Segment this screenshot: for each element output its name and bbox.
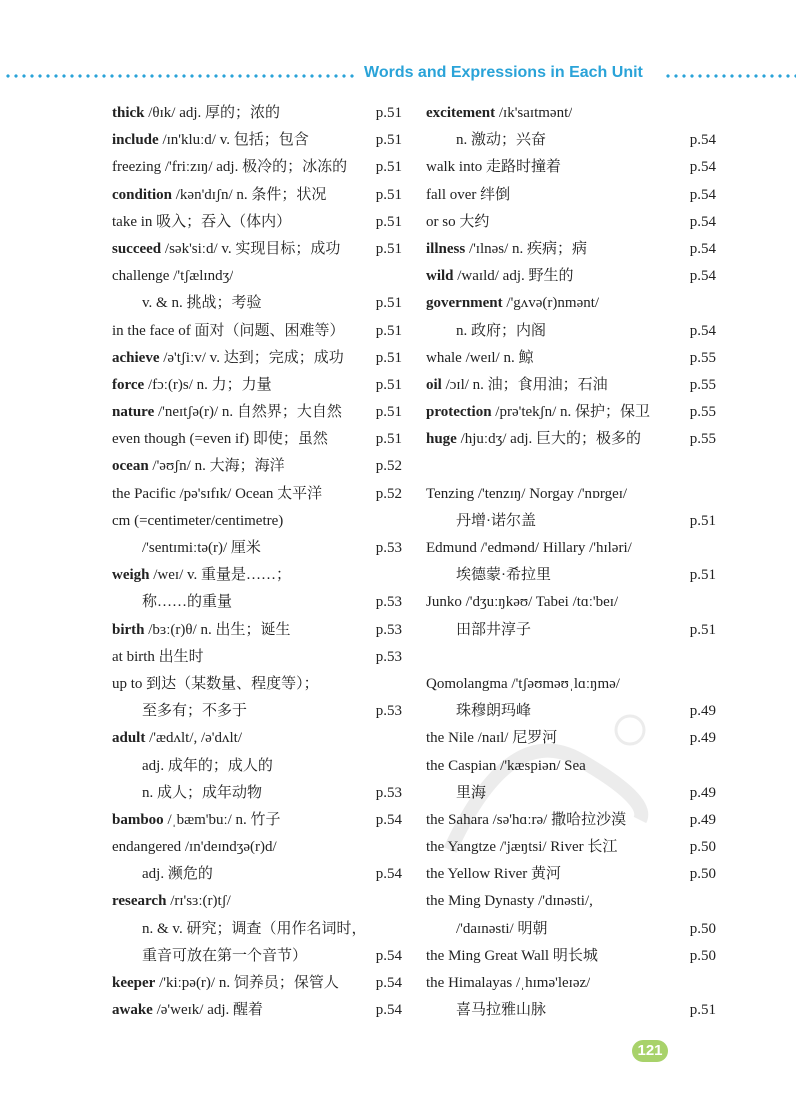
vocab-text (112, 916, 366, 943)
definition: /'əʊʃn/ n. 大海；海洋 (148, 458, 285, 475)
dotted-rule-right (664, 74, 796, 78)
definition: /bɜː(r)θ/ n. 出生；诞生 (144, 621, 291, 638)
page-ref: p.51 (375, 349, 402, 366)
definition: the Pacific /pə'sɪfɪk/ Ocean 太平洋 (112, 485, 323, 502)
headword: include (112, 132, 159, 149)
vocab-text (426, 263, 574, 290)
page-ref: p.54 (375, 1002, 402, 1019)
vocab-entry (112, 671, 402, 698)
page-ref: p.51 (375, 132, 402, 149)
page-ref: p.51 (375, 186, 402, 203)
page-ref: p.54 (689, 268, 716, 285)
vocab-entry (426, 535, 716, 562)
definition: n. & v. 研究；调查（用作名词时， (142, 920, 367, 937)
headword: illness (426, 240, 466, 257)
headword: wild (426, 268, 454, 285)
vocab-entry (426, 834, 716, 861)
vocab-entry (426, 345, 716, 372)
vocab-text (426, 127, 546, 154)
vocab-text (426, 318, 546, 345)
vocab-entry (426, 372, 716, 399)
definition: /rɪ'sɜː(r)tʃ/ (166, 893, 231, 910)
vocab-entry (426, 617, 716, 644)
vocab-text (112, 562, 291, 589)
page-ref: p.50 (689, 866, 716, 883)
definition: /'kiːpə(r)/ n. 饲养员；保管人 (155, 975, 339, 991)
page-ref: p.51 (689, 621, 716, 638)
page-ref: p.49 (689, 784, 716, 801)
vocab-text (112, 888, 231, 915)
page-ref: p.55 (689, 376, 716, 393)
page-ref: p.54 (689, 240, 716, 257)
vocab-entry (426, 318, 716, 345)
page-ref: p.52 (375, 458, 402, 475)
vocab-text (426, 671, 620, 698)
vocab-text (112, 127, 309, 154)
vocab-text (112, 535, 261, 562)
vocab-text (426, 834, 617, 861)
headword: succeed (112, 240, 162, 257)
vocab-entry (112, 780, 402, 807)
vocab-entry (426, 263, 716, 290)
definition: 丹增·诺尔盖 (456, 512, 536, 529)
vocab-text (426, 535, 632, 562)
definition: /ɪn'kluːd/ v. 包括；包含 (158, 132, 309, 149)
headword: awake (112, 1002, 153, 1019)
headword: government (426, 295, 503, 312)
page-ref: p.50 (689, 839, 716, 856)
definition: the Sahara /sə'hɑːrə/ 撒哈拉沙漠 (426, 811, 627, 828)
vocab-entry (112, 834, 402, 861)
definition: adj. 成年的；成人的 (142, 757, 273, 774)
vocab-entry (112, 807, 402, 834)
page-ref: p.51 (375, 404, 402, 421)
definition: Junko /'dʒuːŋkəʊ/ Tabei /tɑː'beɪ/ (426, 594, 619, 611)
definition: 至多有；不多于 (142, 703, 248, 720)
headword: adult (112, 730, 146, 747)
definition: /ˌbæm'buː/ n. 竹子 (163, 811, 281, 828)
vocab-text (426, 345, 533, 372)
vocab-entry (112, 888, 402, 915)
definition: take in 吸入；吞入（体内） (112, 213, 292, 230)
vocab-entry (112, 997, 402, 1024)
vocab-gap (426, 453, 716, 480)
section-header (0, 64, 800, 88)
page-ref: p.54 (689, 132, 716, 149)
vocab-text (112, 290, 261, 317)
vocab-text (426, 807, 626, 834)
vocab-text (426, 481, 627, 508)
vocab-entry (426, 399, 716, 426)
vocab-entry (426, 182, 716, 209)
vocab-entry (426, 970, 716, 997)
definition: the Yellow River 黄河 (426, 866, 562, 883)
vocab-entry (426, 807, 716, 834)
vocab-text (112, 617, 291, 644)
definition: /hjuːdʒ/ adj. 巨大的；极多的 (456, 431, 641, 448)
vocab-entry (112, 535, 402, 562)
page-ref: p.54 (375, 947, 402, 964)
vocab-entry (426, 780, 716, 807)
vocab-text (112, 943, 307, 970)
page-ref: p.54 (375, 975, 402, 991)
definition: 田部井淳子 (456, 621, 532, 638)
vocab-text (426, 589, 618, 616)
page-ref: p.53 (375, 594, 402, 611)
page-ref: p.55 (689, 349, 716, 366)
definition: /'ædʌlt/, /ə'dʌlt/ (145, 730, 243, 747)
definition: the Yangtze /'jæŋtsi/ River 长江 (426, 839, 618, 856)
vocab-entry (112, 562, 402, 589)
definition: /'daɪnəsti/ 明朝 (456, 920, 548, 937)
vocab-entry (112, 399, 402, 426)
page-ref: p.51 (375, 431, 402, 448)
vocab-text (426, 399, 650, 426)
vocab-text (426, 154, 561, 181)
vocab-entry (112, 698, 402, 725)
headword: nature (112, 404, 155, 421)
vocab-text (112, 318, 344, 345)
dotted-rule-left (4, 74, 358, 78)
vocab-text (112, 372, 272, 399)
definition: the Himalayas /ˌhɪmə'leɪəz/ (426, 975, 591, 991)
vocab-entry (112, 290, 402, 317)
definition: Tenzing /'tenzɪŋ/ Norgay /'nɒrgeɪ/ (426, 485, 628, 502)
definition: 里海 (456, 784, 487, 801)
vocab-text (426, 753, 586, 780)
vocab-text (112, 508, 283, 535)
headword: force (112, 376, 145, 393)
vocab-text (112, 780, 262, 807)
definition: whale /weɪl/ n. 鲸 (426, 349, 534, 366)
vocab-entry (112, 127, 402, 154)
definition: /ɪk'saɪtmənt/ (495, 105, 573, 121)
definition: endangered /ɪn'deɪndʒə(r)d/ (112, 839, 277, 856)
vocab-text (426, 916, 547, 943)
vocab-text (426, 100, 572, 127)
vocab-entry (112, 154, 402, 181)
vocab-column-right (426, 100, 716, 1024)
headword: excitement (426, 105, 496, 121)
headword: protection (426, 404, 492, 421)
definition: or so 大约 (426, 213, 490, 230)
vocab-text (112, 725, 242, 752)
definition: challenge /'tʃælɪndʒ/ (112, 268, 234, 285)
vocab-text (112, 209, 291, 236)
vocab-entry (426, 753, 716, 780)
vocab-text (112, 861, 213, 888)
definition: /'ɪlnəs/ n. 疾病；病 (465, 240, 588, 257)
headword: oil (426, 376, 442, 393)
definition: the Ming Dynasty /'dɪnəsti/, (426, 893, 593, 910)
vocab-entry (426, 100, 716, 127)
vocab-entry (112, 916, 402, 943)
definition: adj. 濒危的 (142, 866, 213, 883)
vocab-entry (426, 589, 716, 616)
vocab-text (112, 345, 344, 372)
definition: /ɔɪl/ n. 油；食用油；石油 (441, 376, 608, 393)
headword: thick (112, 105, 145, 121)
headword: achieve (112, 349, 160, 366)
vocab-text (112, 753, 273, 780)
vocab-entry (112, 753, 402, 780)
headword: keeper (112, 975, 156, 991)
page-ref: p.49 (689, 703, 716, 720)
definition: in the face of 面对（问题、困难等） (112, 322, 345, 339)
headword: research (112, 893, 167, 910)
definition: /ə'tʃiːv/ v. 达到；完成；成功 (159, 349, 344, 366)
vocab-entry (112, 644, 402, 671)
definition: /kən'dɪʃn/ n. 条件；状况 (172, 186, 327, 203)
definition: /'gʌvə(r)nmənt/ (502, 295, 600, 312)
vocab-text (426, 970, 590, 997)
definition: /θɪk/ adj. 厚的；浓的 (144, 105, 281, 121)
vocab-entry (426, 671, 716, 698)
headword: weigh (112, 567, 150, 584)
page-ref: p.53 (375, 540, 402, 556)
vocab-entry (426, 562, 716, 589)
definition: 喜马拉雅山脉 (456, 1002, 547, 1019)
page-ref: p.53 (375, 648, 402, 665)
definition: /waɪld/ adj. 野生的 (453, 268, 574, 285)
vocab-entry (426, 508, 716, 535)
vocab-entry (112, 263, 402, 290)
definition: /'sentɪmiːtə(r)/ 厘米 (142, 540, 261, 556)
vocab-entry (112, 943, 402, 970)
vocab-entry (112, 318, 402, 345)
definition: Qomolangma /'tʃəʊməʊˌlɑːŋmə/ (426, 675, 620, 692)
definition: even though (=even if) 即使；虽然 (112, 431, 328, 448)
page-ref: p.51 (375, 159, 402, 176)
page-ref: p.54 (689, 186, 716, 203)
vocab-text (426, 236, 587, 263)
page-ref: p.53 (375, 784, 402, 801)
vocab-text (112, 453, 285, 480)
page-ref: p.49 (689, 811, 716, 828)
definition: /sək'siːd/ v. 实现目标；成功 (161, 240, 341, 257)
vocab-text (112, 807, 281, 834)
definition: Edmund /'edmənd/ Hillary /'hɪləri/ (426, 540, 632, 556)
page-ref: p.50 (689, 947, 716, 964)
page-ref: p.54 (375, 866, 402, 883)
definition: 埃德蒙·希拉里 (456, 567, 551, 584)
page-ref: p.51 (689, 567, 716, 584)
definition: n. 成人；成年动物 (142, 784, 263, 801)
vocab-text (426, 698, 531, 725)
definition: v. & n. 挑战；考验 (142, 295, 262, 312)
vocab-entry (426, 916, 716, 943)
vocab-entry (426, 861, 716, 888)
definition: freezing /'friːzɪŋ/ adj. 极冷的；冰冻的 (112, 159, 348, 176)
vocab-text (112, 426, 328, 453)
definition: /fɔː(r)s/ n. 力；力量 (144, 376, 272, 393)
vocab-entry (112, 861, 402, 888)
vocab-text (112, 589, 232, 616)
vocab-entry (426, 725, 716, 752)
vocab-text (426, 372, 608, 399)
definition: n. 政府；内阁 (456, 322, 547, 339)
page-ref: p.51 (375, 105, 402, 121)
page-number: 121 (632, 1040, 668, 1062)
page-ref: p.50 (689, 920, 716, 937)
vocab-gap (426, 644, 716, 671)
vocab-text (112, 100, 280, 127)
vocab-entry (426, 154, 716, 181)
vocab-column-left (112, 100, 402, 1024)
page-ref: p.51 (689, 512, 716, 529)
vocab-entry (112, 372, 402, 399)
headword: bamboo (112, 811, 164, 828)
definition: the Nile /naɪl/ 尼罗河 (426, 730, 558, 747)
page-ref: p.49 (689, 730, 716, 747)
vocab-entry (426, 888, 716, 915)
vocab-text (112, 481, 322, 508)
vocab-entry (112, 236, 402, 263)
page-ref: p.54 (375, 811, 402, 828)
page-ref: p.54 (689, 322, 716, 339)
vocab-entry (112, 345, 402, 372)
vocab-text (112, 263, 233, 290)
vocab-entry (112, 209, 402, 236)
vocab-text (112, 644, 204, 671)
definition: n. 激动；兴奋 (456, 132, 547, 149)
definition: up to 到达（某数量、程度等）； (112, 675, 319, 692)
vocab-text (426, 426, 641, 453)
page-ref: p.53 (375, 703, 402, 720)
definition: the Caspian /'kæspiən/ Sea (426, 757, 586, 774)
page-ref: p.52 (375, 485, 402, 502)
vocab-text (426, 209, 489, 236)
vocab-entry (112, 508, 402, 535)
vocab-entry (112, 725, 402, 752)
vocab-entry (112, 481, 402, 508)
vocab-entry (426, 290, 716, 317)
vocab-entry (426, 209, 716, 236)
definition: walk into 走路时撞着 (426, 159, 561, 176)
vocab-text (426, 997, 546, 1024)
vocab-entry (426, 236, 716, 263)
page-ref: p.54 (689, 213, 716, 230)
vocab-text (426, 508, 536, 535)
page-ref: p.51 (375, 295, 402, 312)
definition: 珠穆朗玛峰 (456, 703, 532, 720)
definition: /'neɪtʃə(r)/ n. 自然界；大自然 (154, 404, 342, 421)
vocab-text (426, 617, 531, 644)
vocab-text (112, 834, 277, 861)
vocab-entry (426, 481, 716, 508)
definition: fall over 绊倒 (426, 186, 511, 203)
vocab-text (426, 943, 598, 970)
vocab-text (426, 888, 593, 915)
vocab-entry (112, 426, 402, 453)
page-ref: p.55 (689, 404, 716, 421)
vocab-entry (426, 997, 716, 1024)
page-ref: p.51 (689, 1002, 716, 1019)
vocab-entry (112, 100, 402, 127)
headword: ocean (112, 458, 149, 475)
vocab-entry (426, 943, 716, 970)
vocab-text (112, 154, 347, 181)
page-ref: p.51 (375, 240, 402, 257)
page-ref: p.51 (375, 213, 402, 230)
definition: 重音可放在第一个音节） (142, 947, 308, 964)
vocab-text (426, 182, 510, 209)
vocab-entry (112, 182, 402, 209)
definition: at birth 出生时 (112, 648, 204, 665)
page-ref: p.55 (689, 431, 716, 448)
page-ref: p.54 (689, 159, 716, 176)
headword: condition (112, 186, 173, 203)
vocab-entry (426, 426, 716, 453)
definition: cm (=centimeter/centimetre) (112, 512, 284, 529)
section-title: Words and Expressions in Each Unit (364, 64, 643, 81)
vocab-text (112, 236, 340, 263)
vocab-text (426, 290, 599, 317)
vocab-text (426, 725, 557, 752)
vocab-text (112, 182, 326, 209)
vocab-text (426, 861, 561, 888)
page-ref: p.53 (375, 621, 402, 638)
vocab-entry (112, 453, 402, 480)
definition: the Ming Great Wall 明长城 (426, 947, 598, 964)
vocab-entry (426, 698, 716, 725)
vocab-text (112, 970, 339, 997)
vocab-entry (112, 589, 402, 616)
vocab-text (112, 997, 263, 1024)
definition: /weɪ/ v. 重量是……； (149, 567, 292, 584)
vocab-text (112, 399, 342, 426)
vocab-entry (112, 970, 402, 997)
vocab-text (426, 562, 551, 589)
definition: 称……的重量 (142, 594, 233, 611)
definition: /ə'weɪk/ adj. 醒着 (152, 1002, 264, 1019)
headword: birth (112, 621, 145, 638)
page-ref: p.51 (375, 322, 402, 339)
headword: huge (426, 431, 457, 448)
vocab-text (112, 698, 247, 725)
vocab-entry (112, 617, 402, 644)
vocab-text (426, 780, 486, 807)
definition: /prə'tekʃn/ n. 保护；保卫 (491, 404, 651, 421)
vocab-text (112, 671, 319, 698)
vocab-entry (426, 127, 716, 154)
page-ref: p.51 (375, 376, 402, 393)
